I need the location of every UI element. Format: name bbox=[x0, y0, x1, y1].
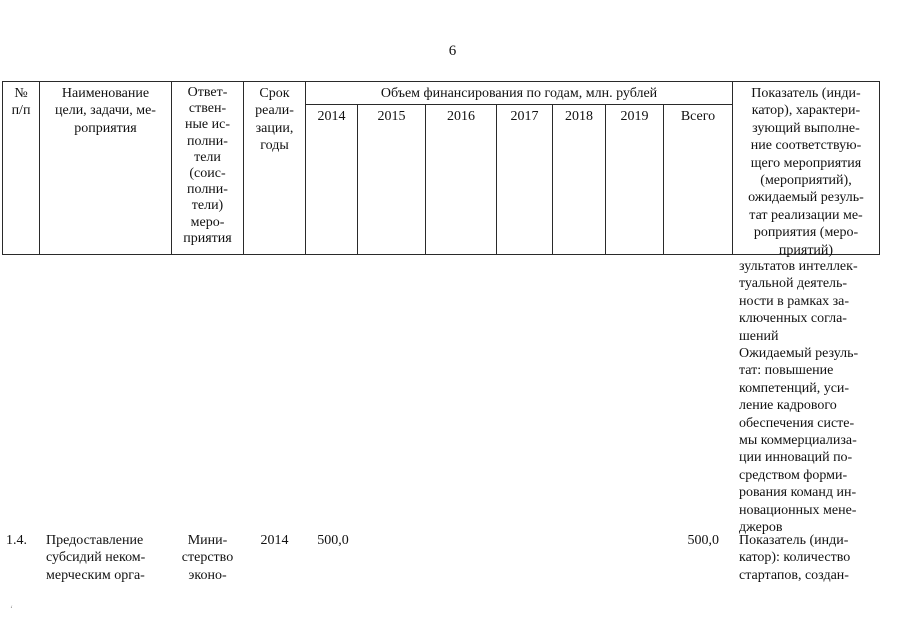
header-total: Всего bbox=[680, 109, 716, 124]
header-year-2016: 2016 bbox=[447, 109, 475, 124]
header-funding-title: Объем финансирования по годам, млн. рублей bbox=[380, 86, 658, 101]
year-header-divider bbox=[305, 104, 732, 105]
header-term: Срок реали- зации, годы bbox=[255, 86, 294, 154]
row-1-4-indicator: Показатель (инди- катор): количество стартапов, создан- bbox=[739, 533, 851, 583]
row-1-4-term: 2014 bbox=[260, 533, 289, 548]
row-1-4-name: Предоставление субсидий неком- мерческим орга- bbox=[46, 533, 146, 583]
column-divider bbox=[663, 104, 664, 255]
header-name: Наименование цели, задачи, ме- роприятия bbox=[55, 86, 156, 136]
header-year-2015: 2015 bbox=[377, 109, 406, 124]
row-1-4-amount-2014: 500,0 bbox=[317, 533, 349, 548]
header-year-2014: 2014 bbox=[317, 109, 346, 124]
page-number: 6 bbox=[448, 43, 457, 59]
column-divider bbox=[496, 104, 497, 255]
row-1-4-responsible: Мини- стерство эконо- bbox=[181, 533, 234, 583]
header-responsible: Ответ- ствен- ные ис- полни- тели (соис- полни- тели) меро- приятия bbox=[183, 85, 232, 246]
table-right-border bbox=[879, 81, 880, 255]
scan-speck: ‘ bbox=[10, 604, 13, 614]
header-indicator: Показатель (инди- катор), характери- зующий выполне- ние соответствую- щего мероприятия (мероприятий), ожидаемый резуль- тат реализации ме- роприятия (меро- приятий) bbox=[748, 86, 864, 258]
header-year-2017: 2017 bbox=[510, 109, 539, 124]
row-1-4-total: 500,0 bbox=[687, 533, 719, 548]
indicator-continuation: зультатов интеллек- туальной деятель- ности в рамках за- ключенных согла- шений Ожидаемый резуль- тат: повышение компетенций, уси- ление кадрового обеспечения систе- мы коммерциализа- ции инноваций по- средством форми- рования команд ин- новационных менe- джеров bbox=[739, 259, 859, 536]
header-year-2019: 2019 bbox=[620, 109, 649, 124]
column-divider bbox=[425, 104, 426, 255]
table-top-border bbox=[2, 81, 879, 82]
column-divider bbox=[552, 104, 553, 255]
column-divider bbox=[605, 104, 606, 255]
column-divider bbox=[357, 104, 358, 255]
header-year-2018: 2018 bbox=[565, 109, 593, 124]
row-1-4-num: 1.4. bbox=[6, 533, 27, 548]
header-num: № п/п bbox=[11, 86, 31, 119]
